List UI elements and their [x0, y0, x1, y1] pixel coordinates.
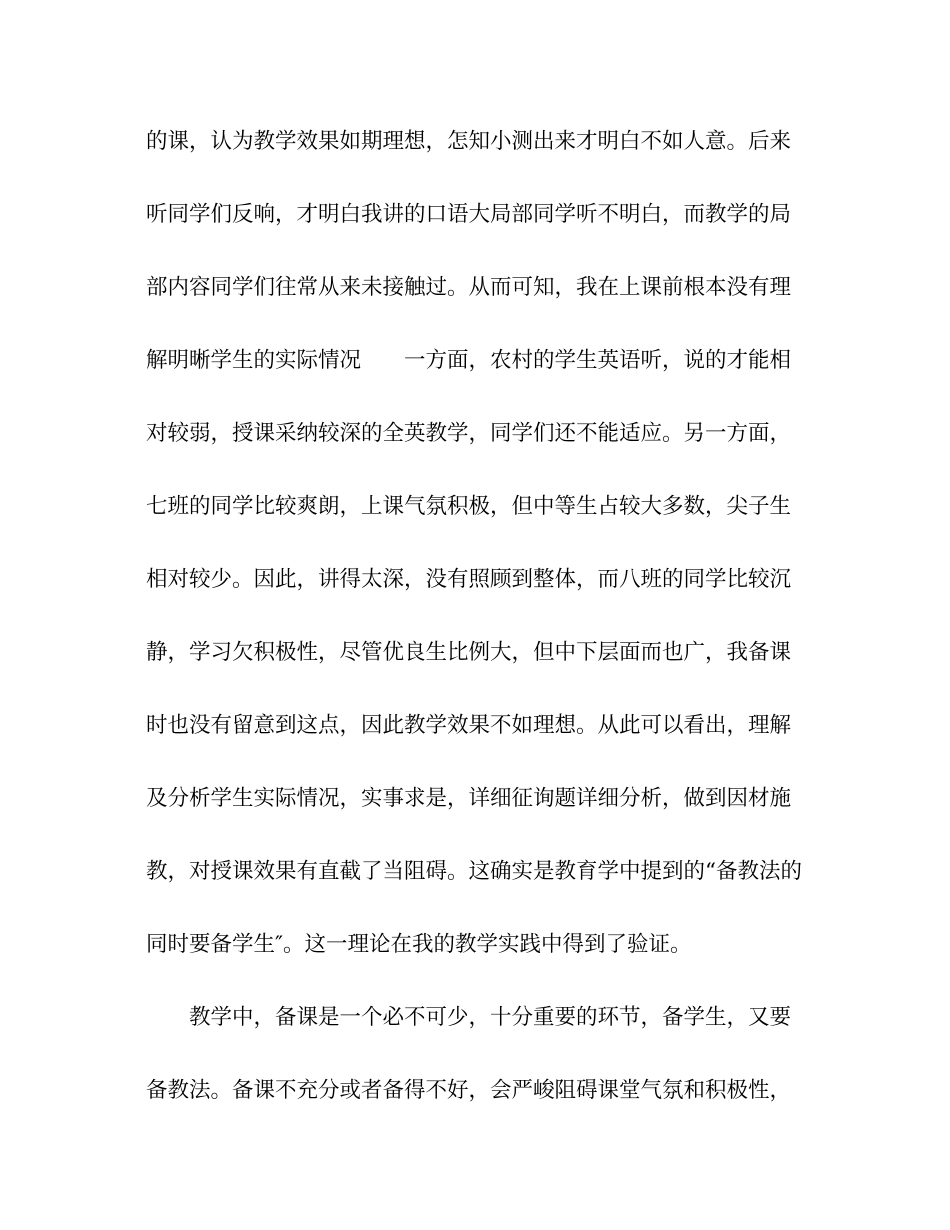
paragraph-line: 解明晰学生的实际情况 一方面，农村的学生英语听，说的才能相	[146, 348, 792, 373]
paragraph-line: 听同学们反响，才明白我讲的口语大局部同学听不明白，而教学的局	[146, 202, 792, 227]
paragraph-line: 的课，认为教学效果如期理想，怎知小测出来才明白不如人意。后来	[146, 129, 792, 154]
paragraph-line: 七班的同学比较爽朗，上课气氛积极，但中等生占较大多数，尖子生	[146, 494, 792, 519]
document-body	[146, 122, 811, 1144]
paragraph-line: 同时要备学生″。这一理论在我的教学实践中得到了验证。	[146, 932, 692, 957]
paragraph-line: 部内容同学们往常从来未接触过。从而可知，我在上课前根本没有理	[146, 275, 792, 300]
paragraph-line: 对较弱，授课采纳较深的全英教学，同学们还不能适应。另一方面，	[146, 421, 792, 446]
paragraph-line: 教，对授课效果有直截了当阻碍。这确实是教育学中提到的“备教法的	[146, 859, 802, 884]
paragraph-line: 备教法。备课不充分或者备得不好，会严峻阻碍课堂气氛和积极性，	[146, 1078, 792, 1103]
paragraph-line-indented: 教学中，备课是一个必不可少，十分重要的环节，备学生，又要	[189, 1005, 792, 1030]
paragraph-line: 及分析学生实际情况，实事求是，详细征询题详细分析，做到因材施	[146, 786, 792, 811]
paragraph-line: 时也没有留意到这点，因此教学效果不如理想。从此可以看出，理解	[146, 713, 792, 738]
paragraph-line: 静，学习欠积极性，尽管优良生比例大，但中下层面而也广，我备课	[146, 640, 792, 665]
paragraph-line: 相对较少。因此，讲得太深，没有照顾到整体，而八班的同学比较沉	[146, 567, 792, 592]
